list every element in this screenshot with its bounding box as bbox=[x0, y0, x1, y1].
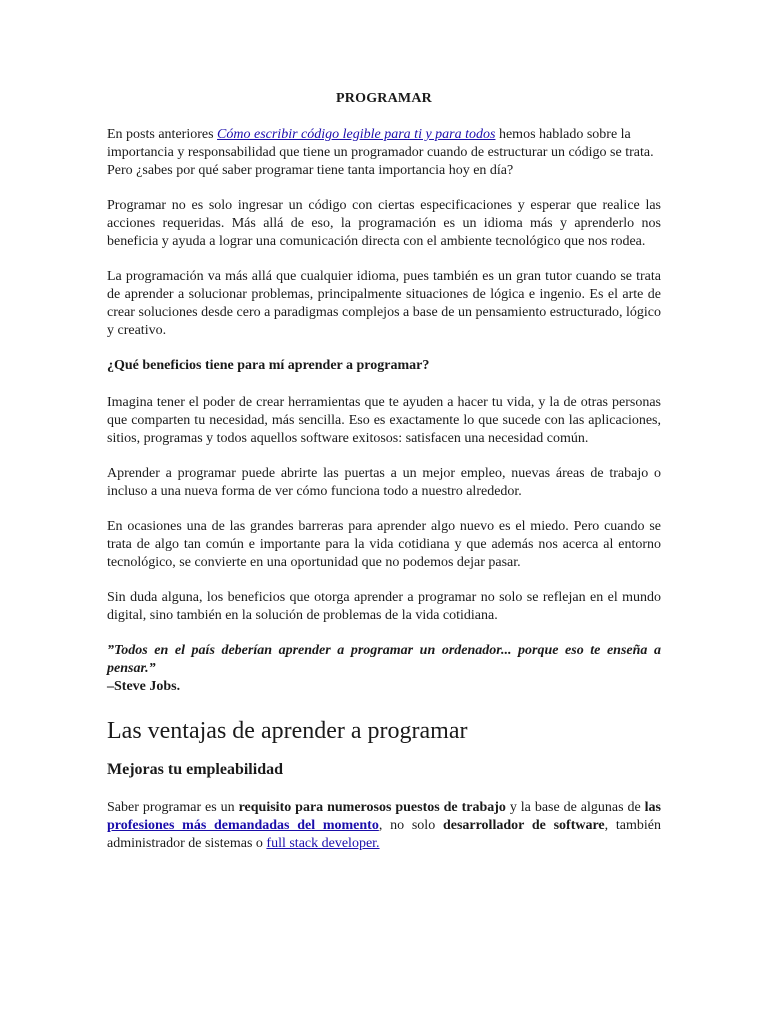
final-bold-desarrollador: desarrollador de software bbox=[442, 818, 605, 833]
document-title: PROGRAMAR bbox=[336, 91, 432, 106]
subheading-empleabilidad: Mejoras tu empleabilidad bbox=[107, 761, 283, 778]
paragraph-mas-alla-idioma: La programación va más allá que cualquier idioma, pues también es un gran tutor cuando se trata de aprender a solucionar problemas, principalmente situaciones de lógica e ingenio. Es el arte de crear soluciones desde cero a paradigmas complejos a base de un pensamiento estructurado, lógico y creativo. bbox=[107, 269, 661, 338]
section-heading-ventajas: Las ventajas de aprender a programar bbox=[107, 718, 468, 744]
final-text-5: , también administrador de sistemas o bbox=[107, 818, 661, 851]
paragraph-empleabilidad bbox=[107, 799, 661, 853]
article-link-codigo-legible[interactable]: Cómo escribir código legible para ti y para todos bbox=[217, 127, 496, 142]
final-text-1: Saber programar es un bbox=[107, 800, 239, 815]
intro-paragraph bbox=[107, 126, 661, 180]
intro-text-before: En posts anteriores bbox=[107, 127, 218, 142]
paragraph-herramientas: Imagina tener el poder de crear herramientas que te ayuden a hacer tu vida, y la de otras personas que comparten tu necesidad, más sencilla. Eso es exactamente lo que sucede con las aplicaciones, sitios, programas y todos aquellos software exitosos: satisfacen una necesidad común. bbox=[107, 395, 661, 446]
document-page bbox=[107, 90, 661, 853]
quote-author: –Steve Jobs. bbox=[107, 679, 181, 694]
link-profesiones-demandadas[interactable]: profesiones más demandadas del momento bbox=[107, 818, 379, 833]
steve-jobs-quote: ”Todos en el país deberían aprender a programar un ordenador... porque eso te enseña a pensar.” bbox=[107, 643, 661, 676]
intro-text-after: hemos hablado sobre la importancia y responsabilidad que tiene un programador cuando de estructurar un código se trata. Pero ¿sabes por qué saber programar tiene tanta importancia hoy en día? bbox=[107, 127, 654, 178]
paragraph-beneficios: Sin duda alguna, los beneficios que otorga aprender a programar no solo se reflejan en el mundo digital, sino también en la solución de problemas de la vida cotidiana. bbox=[107, 590, 661, 623]
final-bold-las: las bbox=[644, 800, 661, 815]
paragraph-programar-idioma: Programar no es solo ingresar un código con ciertas especificaciones y esperar que realice las acciones requeridas. Más allá de eso, la programación es un idioma más y aprenderlo nos beneficia y ayuda a lograr una comunicación directa con el ambiente tecnológico que nos rodea. bbox=[107, 198, 661, 249]
final-bold-requisito: requisito para numerosos puestos de trabajo bbox=[238, 800, 506, 815]
paragraph-empleo: Aprender a programar puede abrirte las puertas a un mejor empleo, nuevas áreas de trabajo o incluso a una nueva forma de ver cómo funciona todo a nuestro alrededor. bbox=[107, 466, 661, 499]
link-full-stack-developer[interactable]: full stack developer. bbox=[266, 836, 380, 851]
final-text-2: y la base de algunas de bbox=[505, 800, 645, 815]
final-text-4: , no solo bbox=[378, 818, 443, 833]
paragraph-miedo: En ocasiones una de las grandes barreras para aprender algo nuevo es el miedo. Pero cuando se trata de algo tan común e importante para la vida cotidiana y que además nos acerca al entorno tecnológico, se convierte en una oportunidad que no podemos dejar pasar. bbox=[107, 519, 661, 570]
benefits-question-heading: ¿Qué beneficios tiene para mí aprender a programar? bbox=[107, 358, 430, 373]
